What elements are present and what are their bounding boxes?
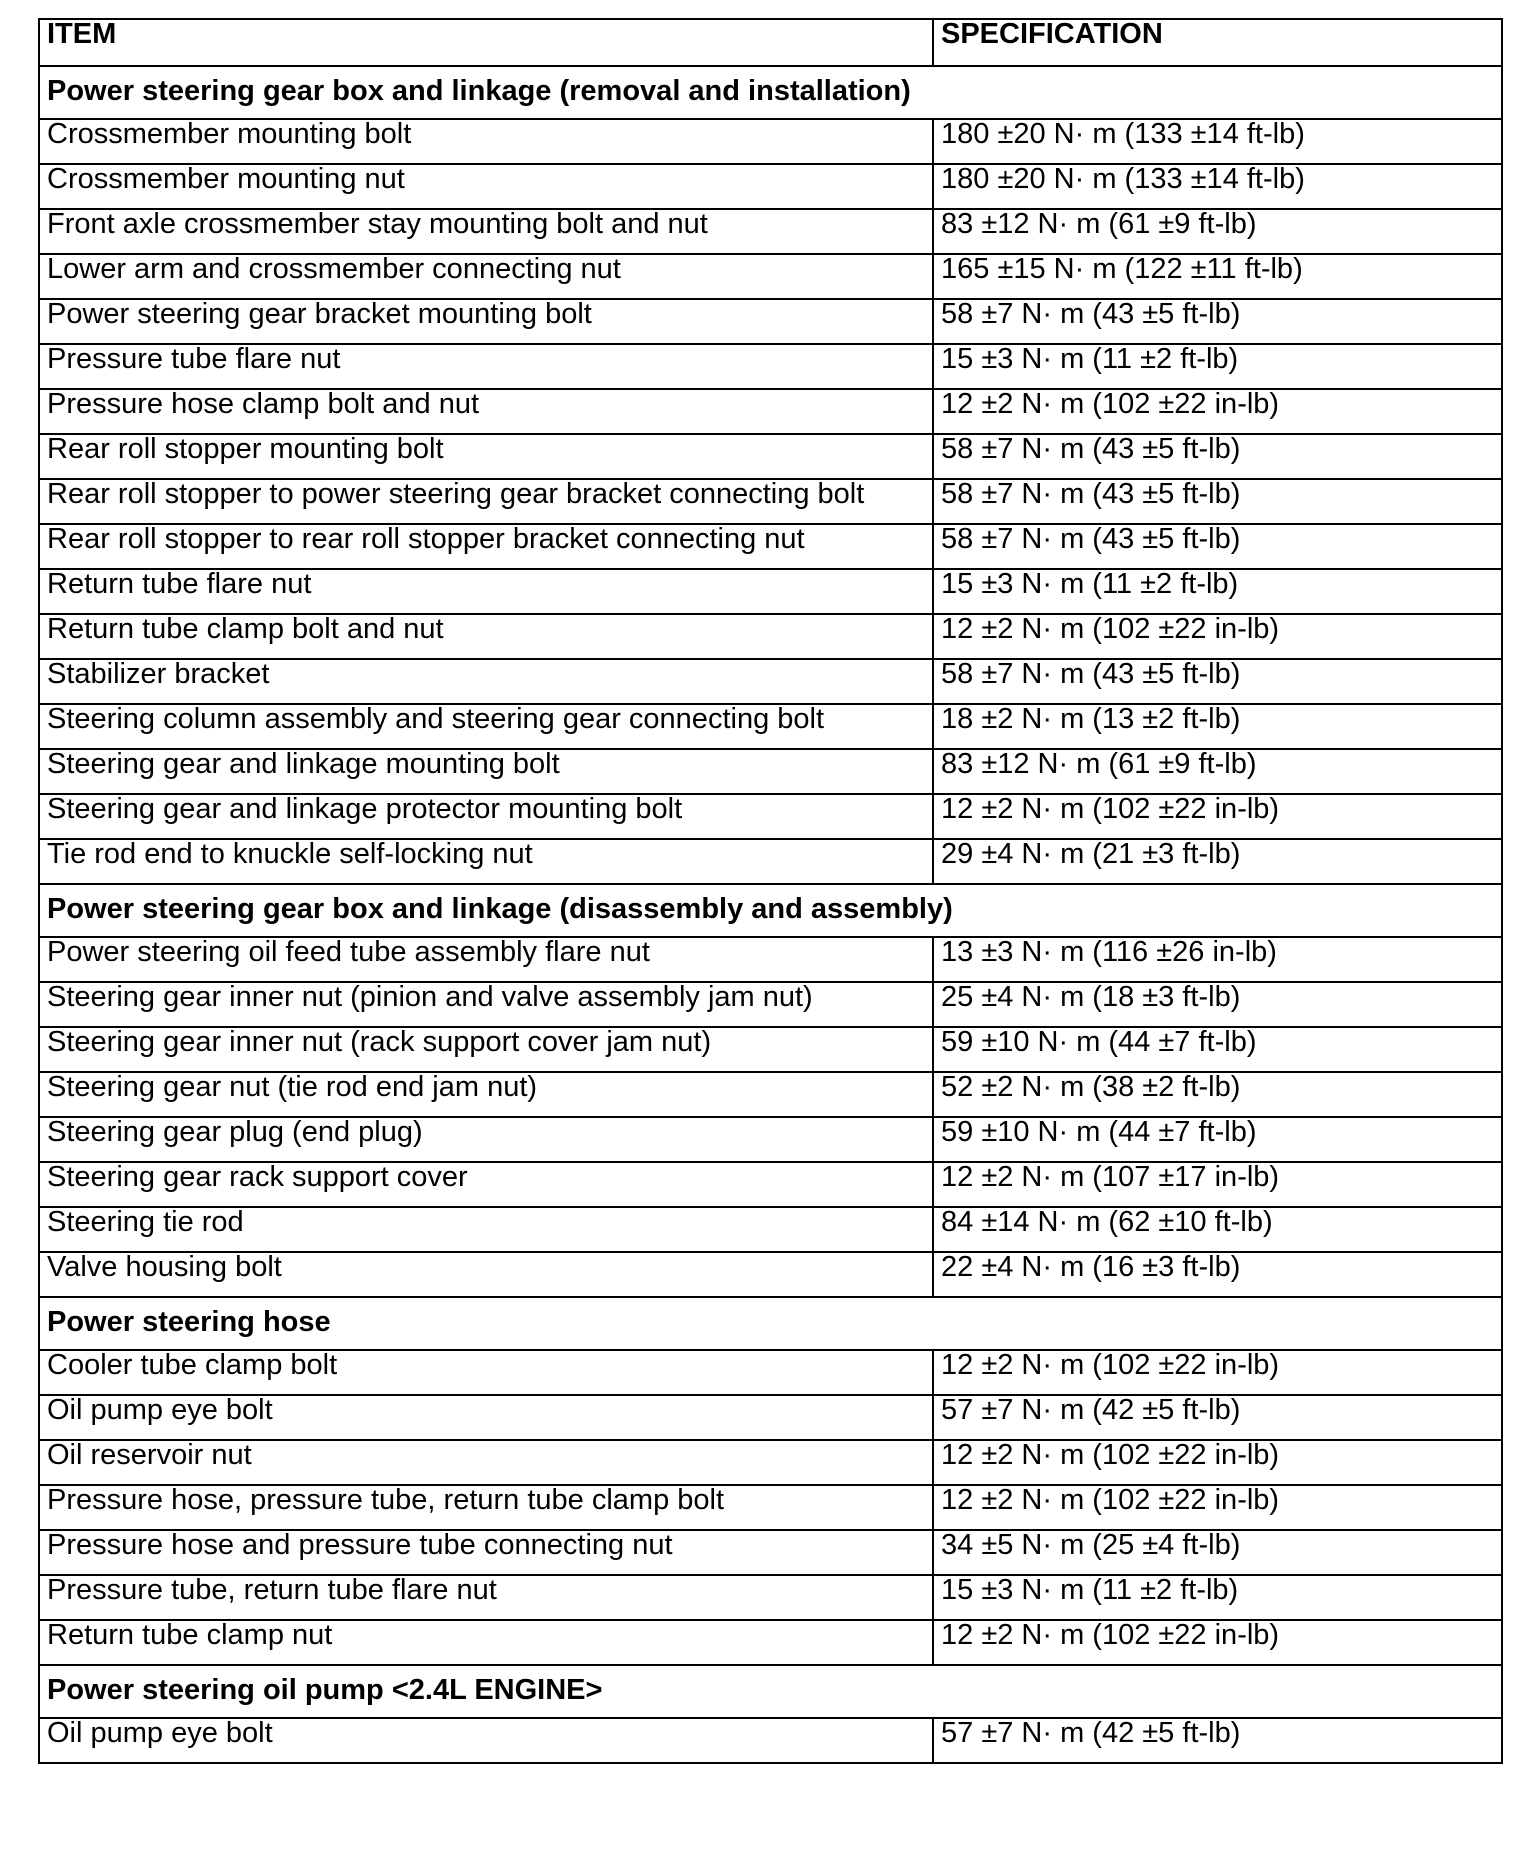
- item-cell: Steering gear inner nut (pinion and valve assembly jam nut): [39, 982, 933, 1027]
- section-row: [39, 884, 1502, 937]
- item-cell: Rear roll stopper mounting bolt: [39, 434, 933, 479]
- specification-cell: 12 ±2 N· m (102 ±22 in-lb): [933, 1485, 1502, 1530]
- item-cell: Crossmember mounting nut: [39, 164, 933, 209]
- item-cell: Rear roll stopper to power steering gear bracket connecting bolt: [39, 479, 933, 524]
- table-row: [39, 839, 1502, 884]
- specification-cell: 13 ±3 N· m (116 ±26 in-lb): [933, 937, 1502, 982]
- spec-table-body: [39, 19, 1502, 1763]
- specification-cell: 58 ±7 N· m (43 ±5 ft-lb): [933, 479, 1502, 524]
- section-row: [39, 66, 1502, 119]
- specification-cell: 58 ±7 N· m (43 ±5 ft-lb): [933, 299, 1502, 344]
- specification-cell: 57 ±7 N· m (42 ±5 ft-lb): [933, 1395, 1502, 1440]
- specification-cell: 12 ±2 N· m (102 ±22 in-lb): [933, 614, 1502, 659]
- specification-cell: 12 ±2 N· m (102 ±22 in-lb): [933, 1620, 1502, 1665]
- item-cell: Pressure hose clamp bolt and nut: [39, 389, 933, 434]
- specification-cell: 18 ±2 N· m (13 ±2 ft-lb): [933, 704, 1502, 749]
- item-cell: Stabilizer bracket: [39, 659, 933, 704]
- specification-cell: 180 ±20 N· m (133 ±14 ft-lb): [933, 164, 1502, 209]
- item-cell: Power steering oil feed tube assembly flare nut: [39, 937, 933, 982]
- item-cell: Valve housing bolt: [39, 1252, 933, 1297]
- table-row: [39, 1440, 1502, 1485]
- section-title: Power steering gear box and linkage (disassembly and assembly): [39, 884, 1502, 937]
- specification-cell: 83 ±12 N· m (61 ±9 ft-lb): [933, 209, 1502, 254]
- item-cell: Pressure tube flare nut: [39, 344, 933, 389]
- table-row: [39, 434, 1502, 479]
- section-title: Power steering hose: [39, 1297, 1502, 1350]
- item-cell: Oil pump eye bolt: [39, 1395, 933, 1440]
- table-row: [39, 749, 1502, 794]
- specification-cell: 29 ±4 N· m (21 ±3 ft-lb): [933, 839, 1502, 884]
- specification-cell: 12 ±2 N· m (107 ±17 in-lb): [933, 1162, 1502, 1207]
- table-row: [39, 1117, 1502, 1162]
- table-row: [39, 659, 1502, 704]
- header-item: ITEM: [39, 19, 933, 66]
- table-row: [39, 299, 1502, 344]
- item-cell: Crossmember mounting bolt: [39, 119, 933, 164]
- item-cell: Oil reservoir nut: [39, 1440, 933, 1485]
- table-row: [39, 389, 1502, 434]
- section-title: Power steering gear box and linkage (removal and installation): [39, 66, 1502, 119]
- item-cell: Steering column assembly and steering gear connecting bolt: [39, 704, 933, 749]
- item-cell: Return tube clamp nut: [39, 1620, 933, 1665]
- table-row: [39, 1207, 1502, 1252]
- specification-cell: 22 ±4 N· m (16 ±3 ft-lb): [933, 1252, 1502, 1297]
- item-cell: Power steering gear bracket mounting bolt: [39, 299, 933, 344]
- section-row: [39, 1665, 1502, 1718]
- table-row: [39, 344, 1502, 389]
- item-cell: Steering gear and linkage mounting bolt: [39, 749, 933, 794]
- specification-cell: 83 ±12 N· m (61 ±9 ft-lb): [933, 749, 1502, 794]
- table-row: [39, 569, 1502, 614]
- specification-cell: 15 ±3 N· m (11 ±2 ft-lb): [933, 569, 1502, 614]
- item-cell: Cooler tube clamp bolt: [39, 1350, 933, 1395]
- specification-cell: 25 ±4 N· m (18 ±3 ft-lb): [933, 982, 1502, 1027]
- table-row: [39, 937, 1502, 982]
- item-cell: Tie rod end to knuckle self-locking nut: [39, 839, 933, 884]
- table-row: [39, 1252, 1502, 1297]
- item-cell: Return tube flare nut: [39, 569, 933, 614]
- item-cell: Pressure tube, return tube flare nut: [39, 1575, 933, 1620]
- table-row: [39, 164, 1502, 209]
- specification-cell: 59 ±10 N· m (44 ±7 ft-lb): [933, 1027, 1502, 1072]
- table-row: [39, 1350, 1502, 1395]
- item-cell: Rear roll stopper to rear roll stopper bracket connecting nut: [39, 524, 933, 569]
- specification-cell: 12 ±2 N· m (102 ±22 in-lb): [933, 389, 1502, 434]
- item-cell: Steering gear and linkage protector mounting bolt: [39, 794, 933, 839]
- specification-cell: 12 ±2 N· m (102 ±22 in-lb): [933, 1440, 1502, 1485]
- item-cell: Steering gear rack support cover: [39, 1162, 933, 1207]
- item-cell: Steering tie rod: [39, 1207, 933, 1252]
- specification-cell: 52 ±2 N· m (38 ±2 ft-lb): [933, 1072, 1502, 1117]
- specification-cell: 165 ±15 N· m (122 ±11 ft-lb): [933, 254, 1502, 299]
- specification-cell: 59 ±10 N· m (44 ±7 ft-lb): [933, 1117, 1502, 1162]
- specification-cell: 58 ±7 N· m (43 ±5 ft-lb): [933, 659, 1502, 704]
- specification-cell: 12 ±2 N· m (102 ±22 in-lb): [933, 794, 1502, 839]
- specification-cell: 15 ±3 N· m (11 ±2 ft-lb): [933, 1575, 1502, 1620]
- item-cell: Pressure hose, pressure tube, return tube clamp bolt: [39, 1485, 933, 1530]
- header-specification: SPECIFICATION: [933, 19, 1502, 66]
- section-title: Power steering oil pump <2.4L ENGINE>: [39, 1665, 1502, 1718]
- table-row: [39, 704, 1502, 749]
- table-row: [39, 119, 1502, 164]
- table-row: [39, 524, 1502, 569]
- item-cell: Lower arm and crossmember connecting nut: [39, 254, 933, 299]
- specification-cell: 58 ±7 N· m (43 ±5 ft-lb): [933, 434, 1502, 479]
- table-row: [39, 614, 1502, 659]
- table-row: [39, 254, 1502, 299]
- specification-cell: 12 ±2 N· m (102 ±22 in-lb): [933, 1350, 1502, 1395]
- table-row: [39, 1072, 1502, 1117]
- table-row: [39, 479, 1502, 524]
- item-cell: Return tube clamp bolt and nut: [39, 614, 933, 659]
- item-cell: Steering gear nut (tie rod end jam nut): [39, 1072, 933, 1117]
- item-cell: Front axle crossmember stay mounting bolt and nut: [39, 209, 933, 254]
- table-row: [39, 1395, 1502, 1440]
- item-cell: Oil pump eye bolt: [39, 1718, 933, 1763]
- header-row: [39, 19, 1502, 66]
- table-row: [39, 982, 1502, 1027]
- table-row: [39, 1530, 1502, 1575]
- specification-cell: 180 ±20 N· m (133 ±14 ft-lb): [933, 119, 1502, 164]
- spec-table: [38, 18, 1503, 1764]
- item-cell: Steering gear inner nut (rack support cover jam nut): [39, 1027, 933, 1072]
- table-row: [39, 1718, 1502, 1763]
- specification-cell: 58 ±7 N· m (43 ±5 ft-lb): [933, 524, 1502, 569]
- table-row: [39, 1162, 1502, 1207]
- table-row: [39, 1620, 1502, 1665]
- table-row: [39, 1485, 1502, 1530]
- specification-cell: 15 ±3 N· m (11 ±2 ft-lb): [933, 344, 1502, 389]
- item-cell: Steering gear plug (end plug): [39, 1117, 933, 1162]
- table-row: [39, 1027, 1502, 1072]
- specification-cell: 34 ±5 N· m (25 ±4 ft-lb): [933, 1530, 1502, 1575]
- specification-cell: 57 ±7 N· m (42 ±5 ft-lb): [933, 1718, 1502, 1763]
- section-row: [39, 1297, 1502, 1350]
- table-row: [39, 1575, 1502, 1620]
- item-cell: Pressure hose and pressure tube connecting nut: [39, 1530, 933, 1575]
- table-row: [39, 209, 1502, 254]
- specification-cell: 84 ±14 N· m (62 ±10 ft-lb): [933, 1207, 1502, 1252]
- table-row: [39, 794, 1502, 839]
